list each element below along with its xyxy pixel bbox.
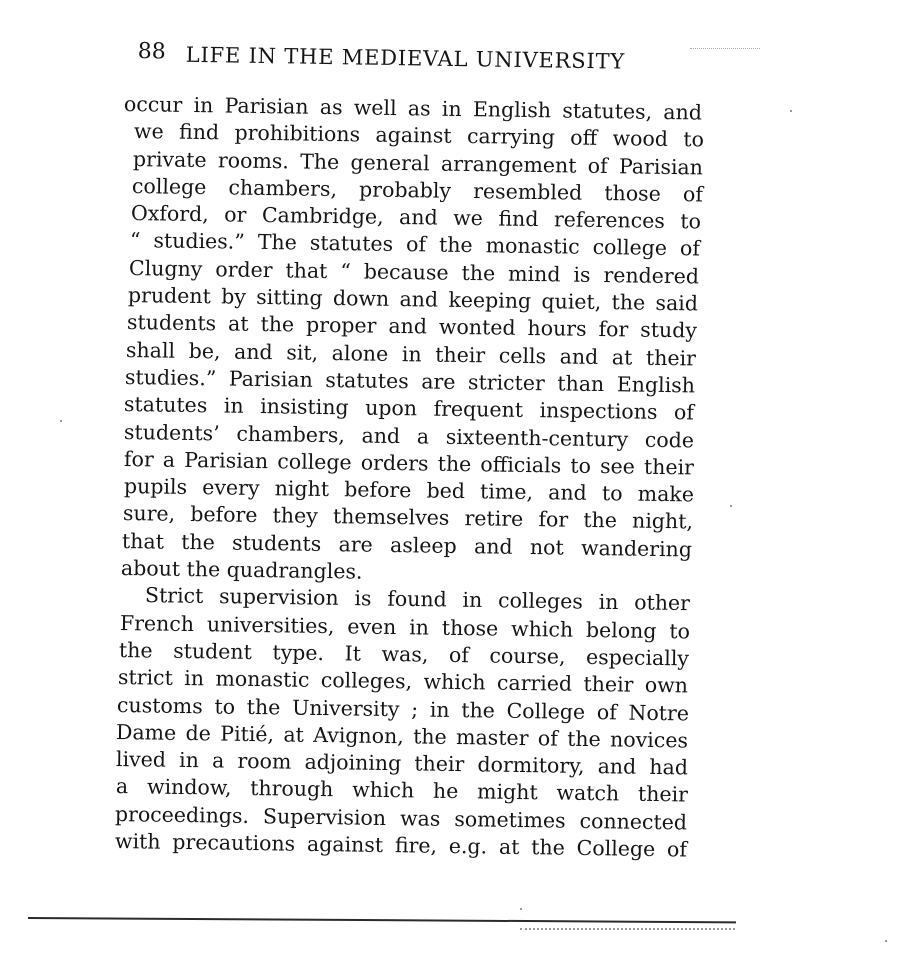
text-line: a window, through which he might watch their [115, 774, 689, 807]
text-line: lived in a room adjoining their dormitory, and had [115, 747, 689, 780]
text-line: strict in monastic colleges, which carried their own [117, 665, 689, 698]
text-line: Dame de Pitié, at Avignon, the master of the novices [115, 719, 689, 753]
text-line: prudent by sitting down and keeping quiet, the said [127, 283, 699, 316]
text-line: the student type. It was, of course, especially [118, 637, 690, 671]
text-line: statutes in insisting upon frequent inspections of [123, 392, 695, 425]
scan-speck [60, 420, 62, 422]
text-line: Clugny order that “ because the mind is rendered [128, 255, 700, 289]
text-line: students at the proper and wonted hours for study [126, 310, 698, 343]
scan-speck [730, 505, 732, 507]
text-line: “ studies.” The statutes of the monastic college of [129, 228, 701, 261]
header-scan-dots [690, 48, 760, 49]
text-line: about the quadrangles. [120, 556, 363, 584]
scan-speck [520, 908, 522, 910]
scan-speck [790, 110, 792, 112]
text-line: proceedings. Supervision was sometimes connected [114, 801, 688, 835]
bottom-scan-dots [520, 928, 735, 930]
text-line: Oxford, or Cambridge, and we find references to [130, 201, 702, 234]
text-line: we find prohibitions against carrying off wood to [133, 119, 705, 152]
body-text [114, 91, 705, 862]
bottom-rule [28, 917, 736, 923]
text-line: with precautions against fire, e.g. at the College of [114, 829, 688, 862]
text-line: for a Parisian college orders the officials to see their [123, 446, 695, 480]
text-line: French universities, even in those which belong to [119, 610, 691, 644]
text-line: customs to the University ; in the College of Notre [116, 692, 690, 726]
text-line: sure, before they themselves retire for the night, [122, 501, 694, 534]
text-line: Strict supervision is found in colleges in other [144, 583, 691, 616]
text-line: students’ chambers, and a sixteenth-century code [123, 419, 695, 453]
text-line: shall be, and sit, alone in their cells and at their [125, 337, 697, 371]
text-line: occur in Parisian as well as in English statutes, and [123, 92, 703, 125]
text-line: that the students are asleep and not wandering [121, 528, 693, 562]
text-line: private rooms. The general arrangement of Parisian [132, 146, 704, 180]
text-line: studies.” Parisian statutes are stricter than English [124, 364, 696, 398]
page-number: 88 [137, 38, 166, 65]
text-line: pupils every night before bed time, and to make [123, 474, 695, 507]
scan-speck [885, 940, 887, 942]
running-title: LIFE IN THE MEDIEVAL UNIVERSITY [185, 42, 626, 74]
text-line: college chambers, probably resembled those of [131, 173, 704, 207]
running-head [137, 38, 682, 81]
